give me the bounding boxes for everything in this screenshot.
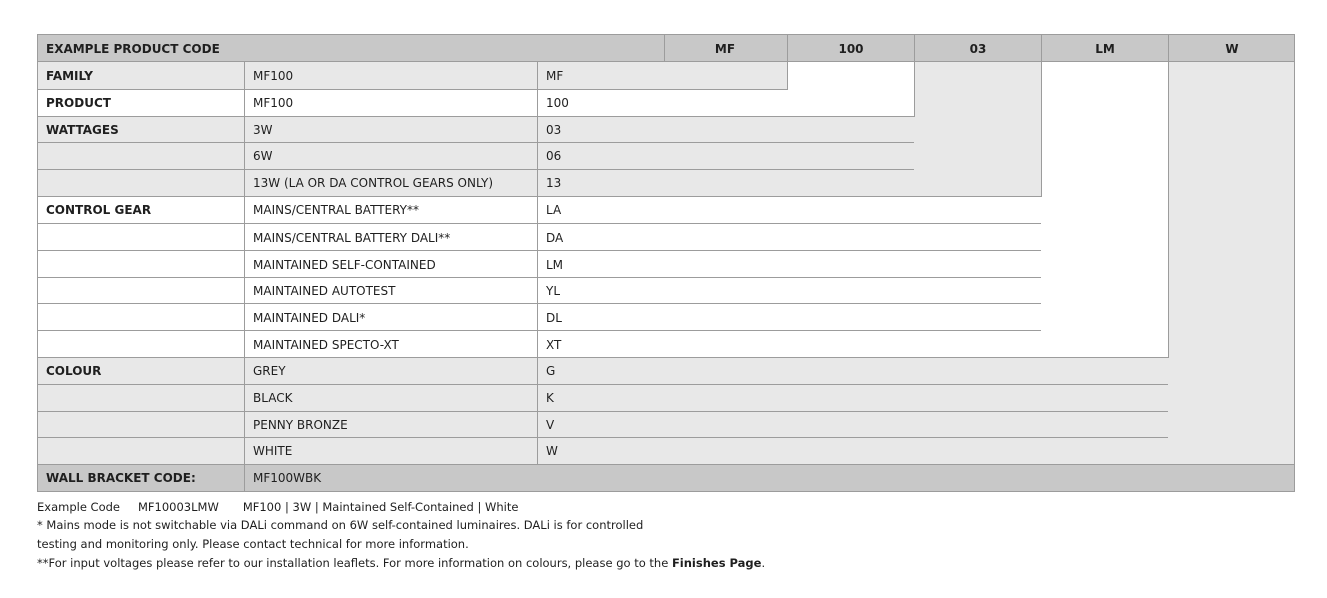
row-option: MAINTAINED SPECTO-XT: [253, 338, 399, 352]
col-divider-lm: [1041, 34, 1042, 197]
row-option: 3W: [253, 123, 273, 137]
row-code: 13: [546, 176, 562, 190]
row-border-gear-2: [37, 250, 1041, 251]
row-border-gear-5: [37, 330, 1041, 331]
row-border-gear-3: [37, 277, 1041, 278]
example-code-value: MF10003LMW: [138, 500, 219, 514]
row-category: COLOUR: [46, 364, 102, 378]
row-category: CONTROL GEAR: [46, 203, 152, 217]
row-border-wattages: [37, 196, 1041, 197]
row-option: MAINTAINED SELF-CONTAINED: [253, 258, 436, 272]
shade-product-column-03: [914, 62, 1041, 196]
row-border-wattage-2: [37, 169, 914, 170]
row-option: 13W (LA OR DA CONTROL GEARS ONLY): [253, 176, 494, 190]
row-code: LM: [546, 258, 564, 272]
table-bottom-border: [37, 491, 1295, 492]
row-code: G: [546, 364, 556, 378]
row-border-colour-2: [37, 411, 1168, 412]
row-category: WATTAGES: [46, 123, 119, 137]
table-top-border: [37, 34, 1295, 35]
row-code: 100: [546, 96, 569, 110]
shade-column-w: [1168, 62, 1295, 196]
row-option: 6W: [253, 149, 273, 163]
example-code-description: MF100 | 3W | Maintained Self-Contained | White: [242, 500, 519, 514]
row-border-gear-1: [37, 223, 1041, 224]
row-option: BLACK: [253, 391, 293, 405]
row-border-family: [37, 89, 787, 90]
header-bottom-border: [37, 61, 1295, 62]
row-category: FAMILY: [46, 69, 93, 83]
row-code: 06: [546, 149, 562, 163]
row-border-colour-3: [37, 437, 1168, 438]
column-w-shade-lower: [1168, 196, 1295, 357]
white-step-control-gear: [1041, 62, 1168, 196]
footnote-voltages: [37, 556, 765, 570]
row-code: 03: [546, 123, 562, 137]
row-option: MAINTAINED DALI*: [253, 311, 366, 325]
row-code: LA: [546, 203, 562, 217]
row-code: DL: [546, 311, 562, 325]
header-code-w: W: [1225, 42, 1239, 56]
footnote-dali-line-2: testing and monitoring only. Please contact technical for more information.: [37, 537, 469, 551]
row-option: WHITE: [253, 444, 293, 458]
col-divider-03: [914, 34, 915, 117]
row-border-control-gear: [37, 357, 1168, 358]
row-code: K: [546, 391, 554, 405]
header-code-lm: LM: [1095, 42, 1115, 56]
header-title: EXAMPLE PRODUCT CODE: [46, 42, 220, 56]
row-option: GREY: [253, 364, 286, 378]
white-step-family: [787, 62, 914, 89]
row-code: V: [546, 418, 555, 432]
row-code: YL: [546, 284, 561, 298]
row-option: MAINTAINED AUTOTEST: [253, 284, 396, 298]
row-border-colour-1: [37, 384, 1168, 385]
row-code: MF: [546, 69, 564, 83]
header-code-100: 100: [838, 42, 864, 56]
row-border-colour: [37, 464, 1295, 465]
row-option: MAINS/CENTRAL BATTERY**: [253, 203, 420, 217]
wall-bracket-label: WALL BRACKET CODE:: [46, 471, 196, 485]
footnote-voltages-end: .: [761, 556, 766, 570]
footnote-voltages-text: **For input voltages please refer to our installation leaflets. For more information on colours, please go to the: [37, 556, 672, 570]
row-option: MF100: [253, 96, 294, 110]
row-border-wattage-1: [37, 142, 914, 143]
example-code-label: Example Code: [37, 500, 120, 514]
row-bg-family: [37, 62, 787, 89]
white-step-product: [37, 89, 914, 116]
row-option: MF100: [253, 69, 294, 83]
col-divider-w: [1168, 34, 1169, 358]
header-code-mf: MF: [714, 42, 736, 56]
example-code-line: [37, 500, 518, 514]
col-divider-100: [787, 34, 788, 90]
wall-bracket-value: MF100WBK: [253, 471, 322, 485]
finishes-page-link[interactable]: Finishes Page: [671, 556, 762, 570]
header-code-03: 03: [969, 42, 987, 56]
row-option: MAINS/CENTRAL BATTERY DALI**: [253, 231, 451, 245]
row-code: DA: [546, 231, 564, 245]
col-divider-category: [244, 61, 245, 492]
row-code: XT: [546, 338, 562, 352]
row-option: PENNY BRONZE: [253, 418, 348, 432]
footer-row-bg: [37, 464, 1295, 491]
table-right-border: [1294, 34, 1295, 492]
col-divider-option: [537, 61, 538, 464]
row-border-product: [37, 116, 914, 117]
row-code: W: [546, 444, 558, 458]
row-border-gear-4: [37, 303, 1041, 304]
table-left-border: [37, 34, 38, 492]
row-category: PRODUCT: [46, 96, 111, 110]
footnote-dali-line-1: * Mains mode is not switchable via DALi command on 6W self-contained luminaires. DALi is for controlled: [37, 518, 644, 532]
